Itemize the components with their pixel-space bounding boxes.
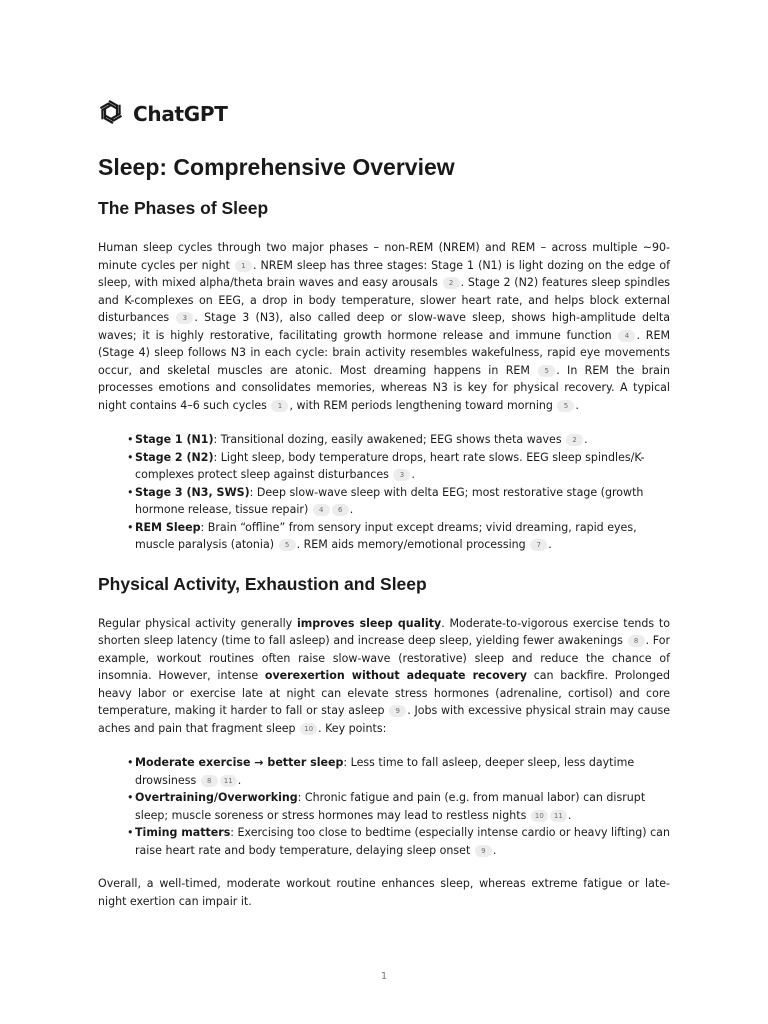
activity-bullet-list	[127, 754, 670, 859]
citation-badge[interactable]: 4	[313, 504, 330, 516]
citation-badge[interactable]: 5	[557, 400, 574, 412]
paragraph-phases: Human sleep cycles through two major phases – non-REM (NREM) and REM – across multiple ~90-minute cycles per night 1 . NREM sleep has three stages: Stage 1 (N1) is light dozing on the edge of sleep, with mixed alpha/theta brain waves and easy arousals 2 . Stage 2 (N2) features sleep spindles and K-complexes on EEG, a drop in body temperature, slower heart rate, and helps block external disturbances 3 . Stage 3 (N3), also called deep or slow-wave sleep, shows high-amplitude delta waves; it is highly restorative, facilitating growth hormone release and immune function 4 . REM (Stage 4) sleep follows N3 in each cycle: brain activity resembles wakefulness, rapid eye movements occur, and skeletal muscles are atonic. Most dreaming happens in REM 5 . In REM the brain processes emotions and consolidates memories, whereas N3 is key for physical recovery. A typical night contains 4–6 such cycles 1 , with REM periods lengthening toward morning 5 .	[98, 241, 670, 412]
citation-badge[interactable]: 4	[618, 330, 635, 342]
page-title: Sleep: Comprehensive Overview	[98, 154, 455, 180]
brand-header	[98, 100, 670, 128]
citation-badge[interactable]: 2	[443, 277, 460, 289]
paragraph-overall: Overall, a well-timed, moderate workout routine enhances sleep, whereas extreme fatigue or late-night exertion can impair it.	[98, 877, 670, 908]
page-number: 1	[380, 971, 388, 982]
list-item: • Stage 3 (N3, SWS): Deep slow-wave sleep with delta EEG; most restorative stage (growth hormone release, tissue repair) 4 6 .	[127, 485, 644, 516]
citation-badge[interactable]: 9	[389, 705, 406, 717]
citation-badge[interactable]: 6	[332, 504, 349, 516]
citation-badge[interactable]: 10	[531, 810, 548, 822]
citation-badge[interactable]: 10	[300, 723, 317, 735]
section-heading-activity: Physical Activity, Exhaustion and Sleep	[98, 573, 427, 594]
citation-badge[interactable]: 11	[220, 775, 237, 787]
citation-badge[interactable]: 2	[566, 434, 583, 446]
paragraph-activity: Regular physical activity generally improves sleep quality. Moderate-to-vigorous exercise tends to shorten sleep latency (time to fall asleep) and increase deep sleep, yielding fewer awakenings 8 . For example, workout routines often raise slow-wave (restorative) sleep and reduce the chance of insomnia. However, intense overexertion without adequate recovery can backfire. Prolonged heavy labor or exercise late at night can elevate stress hormones (adrenaline, cortisol) and core temperature, making it harder to fall or stay asleep 9 . Jobs with excessive physical strain may cause aches and pain that fragment sleep 10 . Key points:	[98, 616, 671, 735]
document-page	[98, 100, 670, 910]
list-item: • Moderate exercise → better sleep: Less time to fall asleep, deeper sleep, less daytime drowsiness 8 11 .	[127, 756, 635, 787]
citation-badge[interactable]: 8	[628, 635, 645, 647]
list-item: • Timing matters: Exercising too close to bedtime (especially intense cardio or heavy lifting) can raise heart rate and body temperature, delaying sleep onset 9 .	[127, 826, 670, 857]
citation-badge[interactable]: 3	[176, 312, 193, 324]
list-item: • REM Sleep: Brain “offline” from sensory input except dreams; vivid dreaming, rapid eyes, muscle paralysis (atonia) 5 . REM aids memory/emotional processing 7 .	[127, 520, 637, 551]
citation-badge[interactable]: 1	[235, 260, 252, 272]
list-item: • Overtraining/Overworking: Chronic fatigue and pain (e.g. from manual labor) can disrupt sleep; muscle soreness or stress hormones may lead to restless nights 10 11 .	[127, 791, 646, 822]
brand-name: ChatGPT	[133, 102, 228, 126]
citation-badge[interactable]: 11	[550, 810, 567, 822]
citation-badge[interactable]: 3	[393, 469, 410, 481]
list-item: • Stage 1 (N1): Transitional dozing, easily awakened; EEG shows theta waves 2 .	[127, 433, 588, 446]
citation-badge[interactable]: 5	[279, 539, 296, 551]
citation-badge[interactable]: 7	[530, 539, 547, 551]
citation-badge[interactable]: 8	[201, 775, 218, 787]
openai-logo-icon	[98, 99, 124, 129]
citation-badge[interactable]: 9	[475, 845, 492, 857]
section-heading-phases: The Phases of Sleep	[98, 198, 269, 218]
citation-badge[interactable]: 5	[538, 365, 555, 377]
citation-badge[interactable]: 1	[271, 400, 288, 412]
list-item: • Stage 2 (N2): Light sleep, body temperature drops, heart rate slows. EEG sleep spindles/K-complexes protect sleep against disturbances 3 .	[127, 450, 645, 481]
phases-bullet-list	[127, 431, 670, 554]
